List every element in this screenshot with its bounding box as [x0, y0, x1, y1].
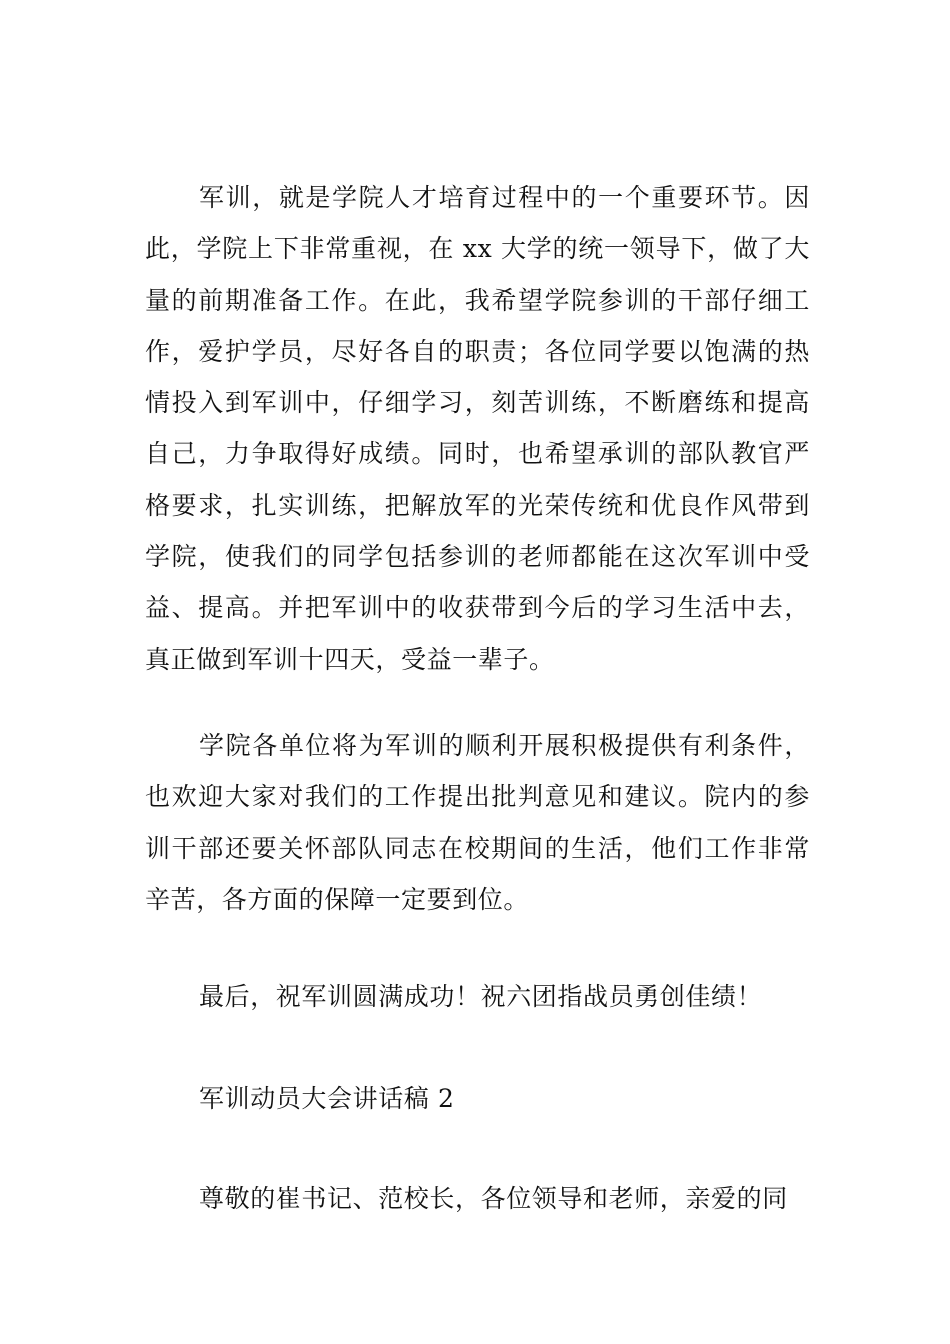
paragraph-closing-wishes: 最后，祝军训圆满成功！祝六团指战员勇创佳绩！ [199, 982, 763, 1011]
paragraph-support-conditions: 学院各单位将为军训的顺利开展积极提供有利条件，也欢迎大家对我们的工作提出批判意见和建议。院内的参训干部还要关怀部队同志在校期间的生活，他们工作非常辛苦，各方面的保障一定要到位。 [145, 731, 810, 914]
paragraph-military-training-importance: 军训，就是学院人才培育过程中的一个重要环节。因此，学院上下非常重视，在 xx 大学的统一领导下，做了大量的前期准备工作。在此，我希望学院参训的干部仔细工作，爱护学员，尽好各自的职责；各位同学要以饱满的热情投入到军训中，仔细学习，刻苦训练，不断磨练和提高自己，力争取得好成绩。同时，也希望承训的部队教官严格要求，扎实训练，把解放军的光荣传统和优良作风带到学院，使我们的同学包括参训的老师都能在这次军训中受益、提高。并把军训中的收获带到今后的学习生活中去，真正做到军训十四天，受益一辈子。 [145, 183, 810, 674]
section-heading: 军训动员大会讲话稿 2 [199, 1084, 455, 1113]
paragraph-greeting: 尊敬的崔书记、范校长，各位领导和老师，亲爱的同 [199, 1184, 788, 1213]
